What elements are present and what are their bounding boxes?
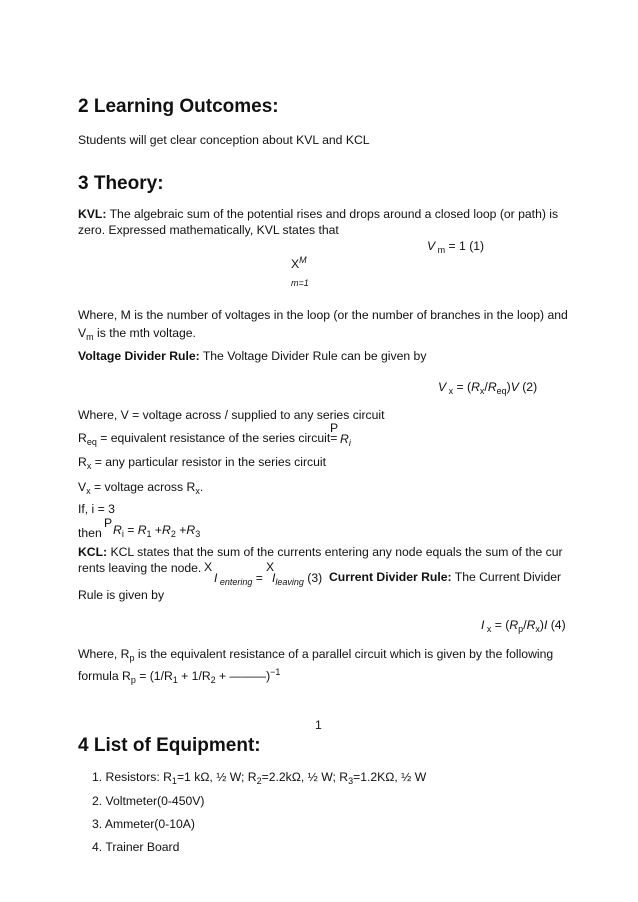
eq2-rx-sub: x xyxy=(479,386,485,396)
where-rp-b: is the equivalent resistance of a parallel circuit which is given by the following xyxy=(134,647,554,661)
eq4-i2: I xyxy=(543,618,548,632)
rx-line xyxy=(78,454,326,474)
eq1-v: V xyxy=(427,239,436,253)
item1-s2: 2 xyxy=(256,776,262,786)
eq4-close: ) xyxy=(539,618,544,632)
item1-d: =1.2KΩ, ½ W xyxy=(353,770,427,784)
eq2-slash: / xyxy=(484,380,488,394)
then-r: R xyxy=(113,523,122,537)
eq4-rx-sub: x xyxy=(535,624,540,634)
where-m-line1: Where, M is the number of voltages in the loop (or the number of branches in the loop) and xyxy=(78,308,568,322)
cdr-line2: Rule is given by xyxy=(78,588,165,602)
kcl-equals: = xyxy=(252,571,263,585)
kcl-i2: I xyxy=(272,571,276,585)
equipment-item-4: 4. Trainer Board xyxy=(92,840,180,854)
kcl-line2: rents leaving the node. xyxy=(78,561,202,575)
eq1-rhs xyxy=(427,238,484,258)
eq4-rx: R xyxy=(526,618,536,632)
eq1-value: = 1 (1) xyxy=(445,239,485,253)
kcl-label: KCL: xyxy=(78,545,108,559)
then-r1: R xyxy=(137,523,147,537)
vx-end: . xyxy=(199,480,204,494)
kvl-label: KVL: xyxy=(78,207,107,221)
eq1-summation xyxy=(291,252,307,272)
eq4-number: (4) xyxy=(547,618,566,632)
learning-outcomes-text: Students will get clear conception about KVL and KCL xyxy=(78,133,370,147)
eq1-lower-limit: m=1 xyxy=(291,278,309,288)
eq2-req-sub: eq xyxy=(496,386,507,396)
rx-r: R xyxy=(78,455,87,469)
cdr-intro xyxy=(329,569,561,585)
then-i: i xyxy=(121,529,124,539)
vx-sub: x xyxy=(86,486,91,496)
then-label: then xyxy=(78,526,102,540)
then-eq: = xyxy=(123,523,138,537)
formula-c: + 1/R xyxy=(177,669,211,683)
eq2-eq: = ( xyxy=(453,380,472,394)
kcl-number: (3) xyxy=(303,571,323,585)
formula-line xyxy=(78,664,280,688)
then-r2: R xyxy=(162,523,171,537)
kcl-leaving: leaving xyxy=(275,577,304,587)
kcl-entering-term xyxy=(214,570,263,590)
formula-sup: −1 xyxy=(270,667,281,677)
eq4-eq: = ( xyxy=(491,618,510,632)
vm-text: is the mth voltage. xyxy=(93,326,196,340)
then-2: 2 xyxy=(170,529,176,539)
eq4-slash: / xyxy=(523,618,527,632)
formula-sub-1: 1 xyxy=(172,675,178,685)
formula-sub-2: 2 xyxy=(210,675,216,685)
where-rp-line xyxy=(78,646,553,666)
cdr-text: The Current Divider xyxy=(451,570,562,584)
eq2-v2: V xyxy=(510,380,519,394)
then-plus2: + xyxy=(175,523,187,537)
req-line xyxy=(78,430,337,450)
item1-s3: 3 xyxy=(348,776,354,786)
req-sum-symbol: P xyxy=(330,421,339,435)
item1-c: =2.2kΩ, ½ W; R xyxy=(261,770,349,784)
eq1-sigma: X xyxy=(291,257,300,271)
kcl-i1: I xyxy=(214,571,218,585)
eq2-close: ) xyxy=(506,380,511,394)
where-v-text: Where, V = voltage across / supplied to any series circuit xyxy=(78,408,385,422)
vx-text: = voltage across R xyxy=(90,480,196,494)
kcl-text-1: KCL states that the sum of the currents entering any node equals the sum of the cur xyxy=(107,545,563,559)
equipment-item-3: 3. Ammeter(0-10A) xyxy=(92,817,195,831)
vdr-paragraph xyxy=(78,348,426,364)
vm-v: V xyxy=(78,326,87,340)
rx-sub: x xyxy=(86,461,92,471)
equipment-item-1 xyxy=(92,770,426,786)
req-sum-term xyxy=(340,431,351,451)
where-rp-sub: p xyxy=(129,653,135,663)
eq2-v: V xyxy=(438,380,447,394)
kcl-sigma-1: X xyxy=(204,560,213,574)
equipment-item-2: 2. Voltmeter(0-450V) xyxy=(92,794,205,808)
eq4 xyxy=(481,617,566,637)
eq4-i-sub: x xyxy=(484,624,492,634)
formula-sub-p: p xyxy=(130,675,136,685)
eq2-number: (2) xyxy=(518,380,538,394)
then-r3: R xyxy=(186,523,196,537)
eq1-v-sub: m xyxy=(435,245,446,255)
then-sum-symbol: P xyxy=(104,516,113,530)
if-i-text: If, i = 3 xyxy=(78,502,115,516)
then-3: 3 xyxy=(195,529,201,539)
formula-b: = (1/R xyxy=(135,669,173,683)
where-rp-a: Where, R xyxy=(78,647,130,661)
eq2-v-sub: x xyxy=(446,386,454,396)
page-number: 1 xyxy=(315,718,322,732)
eq2-req: R xyxy=(487,380,497,394)
item1-b: =1 kΩ, ½ W; R xyxy=(176,770,257,784)
vdr-text: The Voltage Divider Rule can be given by xyxy=(199,349,427,363)
req-text: = equivalent resistance of the series circuit= xyxy=(96,431,338,445)
req-r: R xyxy=(78,431,87,445)
eq4-rp: R xyxy=(509,618,519,632)
eq2-rx: R xyxy=(471,380,480,394)
eq1-upper-limit: M xyxy=(299,255,307,265)
section-3-heading: 3 Theory: xyxy=(78,173,164,194)
vx-v: V xyxy=(78,480,87,494)
section-2-heading: 2 Learning Outcomes: xyxy=(78,96,279,117)
vm-sub: m xyxy=(86,332,94,342)
cdr-label: Current Divider Rule: xyxy=(329,570,452,584)
kcl-leaving-term xyxy=(272,570,322,590)
section-4-heading: 4 List of Equipment: xyxy=(78,735,261,756)
kcl-line1 xyxy=(78,544,563,560)
formula-d: + ———) xyxy=(215,669,271,683)
kvl-text-1: The algebraic sum of the potential rises and drops around a closed loop (or path) is xyxy=(106,207,559,221)
where-m-line2 xyxy=(78,325,196,345)
vdr-label: Voltage Divider Rule: xyxy=(78,349,200,363)
req-sum-r: R xyxy=(340,432,349,446)
kcl-entering: entering xyxy=(217,577,253,587)
eq4-i: I xyxy=(481,618,485,632)
item1-a: 1. Resistors: R xyxy=(92,770,172,784)
kvl-paragraph-line2: zero. Expressed mathematically, KVL states that xyxy=(78,223,339,237)
req-sum-i: i xyxy=(348,438,351,448)
eq4-rp-sub: p xyxy=(518,624,524,634)
kvl-paragraph-line1 xyxy=(78,206,558,222)
formula-a: formula R xyxy=(78,669,131,683)
then-1: 1 xyxy=(146,529,152,539)
vx-sub2: x xyxy=(195,486,200,496)
eq2 xyxy=(438,379,537,399)
kcl-sigma-2: X xyxy=(266,560,275,574)
then-plus1: + xyxy=(151,523,163,537)
rx-text: = any particular resistor in the series circuit xyxy=(91,455,327,469)
req-sub: eq xyxy=(86,437,97,447)
then-equation xyxy=(113,522,200,542)
item1-s1: 1 xyxy=(171,776,177,786)
vx-line xyxy=(78,479,203,499)
